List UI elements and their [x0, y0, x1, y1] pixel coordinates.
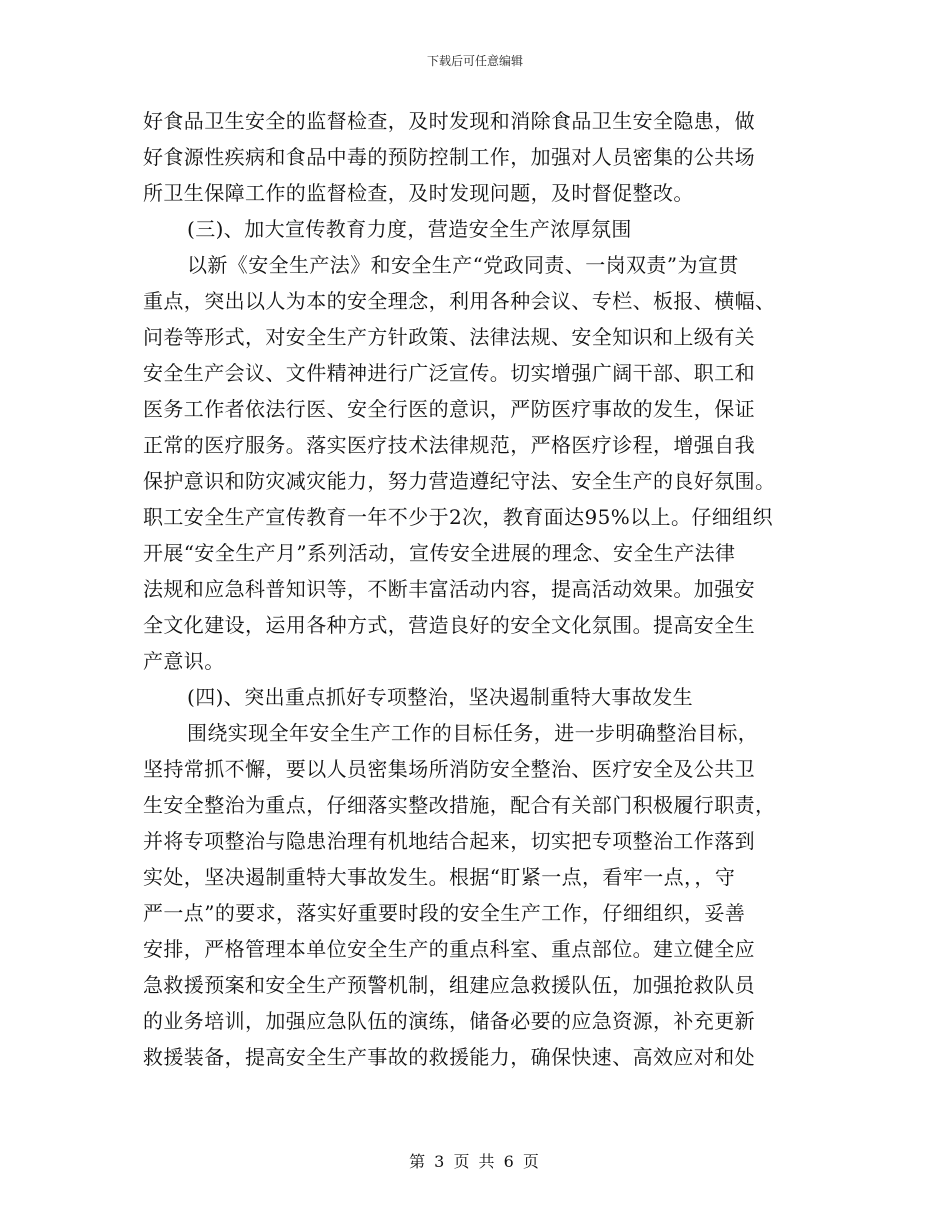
- text-line: 保护意识和防灾减灾能力，努力营造遵纪守法、安全生产的良好氛围。: [143, 469, 776, 493]
- text-line: 正常的医疗服务。落实医疗技术法律规范，严格医疗诊程，增强自我: [143, 433, 755, 457]
- text-line: 医务工作者依法行医、安全行医的意识，严防医疗事故的发生，保证: [143, 397, 755, 421]
- text-line: 并将专项整治与隐患治理有机地结合起来，切实把专项整治工作落到: [143, 829, 755, 853]
- text-line: 职工安全生产宣传教育一年不少于2次，教育面达95%以上。仔细组织: [143, 505, 773, 529]
- text-line: 围绕实现全年安全生产工作的目标任务，进一步明确整治目标，: [187, 721, 759, 745]
- page-header: 下载后可任意编辑: [426, 54, 523, 68]
- text-line: 全文化建设，运用各种方式，营造良好的安全文化氛围。提高安全生: [143, 613, 755, 637]
- text-line: 安全生产会议、文件精神进行广泛宣传。切实增强广阔干部、职工和: [143, 361, 755, 385]
- text-line: 急救援预案和安全生产预警机制，组建应急救援队伍，加强抢救队员: [143, 973, 755, 997]
- text-line: 的业务培训，加强应急队伍的演练，储备必要的应急资源，补充更新: [143, 1009, 755, 1033]
- document-body: [143, 103, 803, 1075]
- text-line: 问卷等形式，对安全生产方针政策、法律法规、安全知识和上级有关: [143, 325, 755, 349]
- text-line: 所卫生保障工作的监督检查，及时发现问题，及时督促整改。: [143, 181, 694, 205]
- text-line: 好食源性疾病和食品中毒的预防控制工作，加强对人员密集的公共场: [143, 145, 755, 169]
- text-line: 以新《安全生产法》和安全生产“党政同责、一岗双责”为宣贯: [187, 253, 739, 277]
- text-line: 严一点”的要求，落实好重要时段的安全生产工作，仔细组织，妥善: [143, 901, 746, 925]
- section-heading-3: (三)、加大宣传教育力度，营造安全生产浓厚氛围: [187, 217, 632, 241]
- text-line: 法规和应急科普知识等，不断丰富活动内容，提高活动效果。加强安: [143, 577, 755, 601]
- text-line: 安排，严格管理本单位安全生产的重点科室、重点部位。建立健全应: [143, 937, 755, 961]
- section-heading-4: (四)、突出重点抓好专项整治，坚决遏制重特大事故发生: [187, 685, 694, 709]
- page-number-footer: 第 3 页 共 6 页: [409, 1152, 541, 1171]
- text-line: 生安全整治为重点，仔细落实整改措施，配合有关部门积极履行职责，: [143, 793, 776, 817]
- text-line: 好食品卫生安全的监督检查，及时发现和消除食品卫生安全隐患，做: [143, 109, 755, 133]
- text-line: 重点，突出以人为本的安全理念，利用各种会议、专栏、板报、横幅、: [143, 289, 776, 313]
- text-line: 坚持常抓不懈，要以人员密集场所消防安全整治、医疗安全及公共卫: [143, 757, 755, 781]
- text-line: 产意识。: [143, 649, 225, 673]
- text-line: 实处，坚决遏制重特大事故发生。根据“盯紧一点，看牢一点，，守: [143, 865, 736, 889]
- text-line: 开展“安全生产月”系列活动，宣传安全进展的理念、安全生产法律: [143, 541, 736, 565]
- text-line: 救援装备，提高安全生产事故的救援能力，确保快速、高效应对和处: [143, 1045, 755, 1069]
